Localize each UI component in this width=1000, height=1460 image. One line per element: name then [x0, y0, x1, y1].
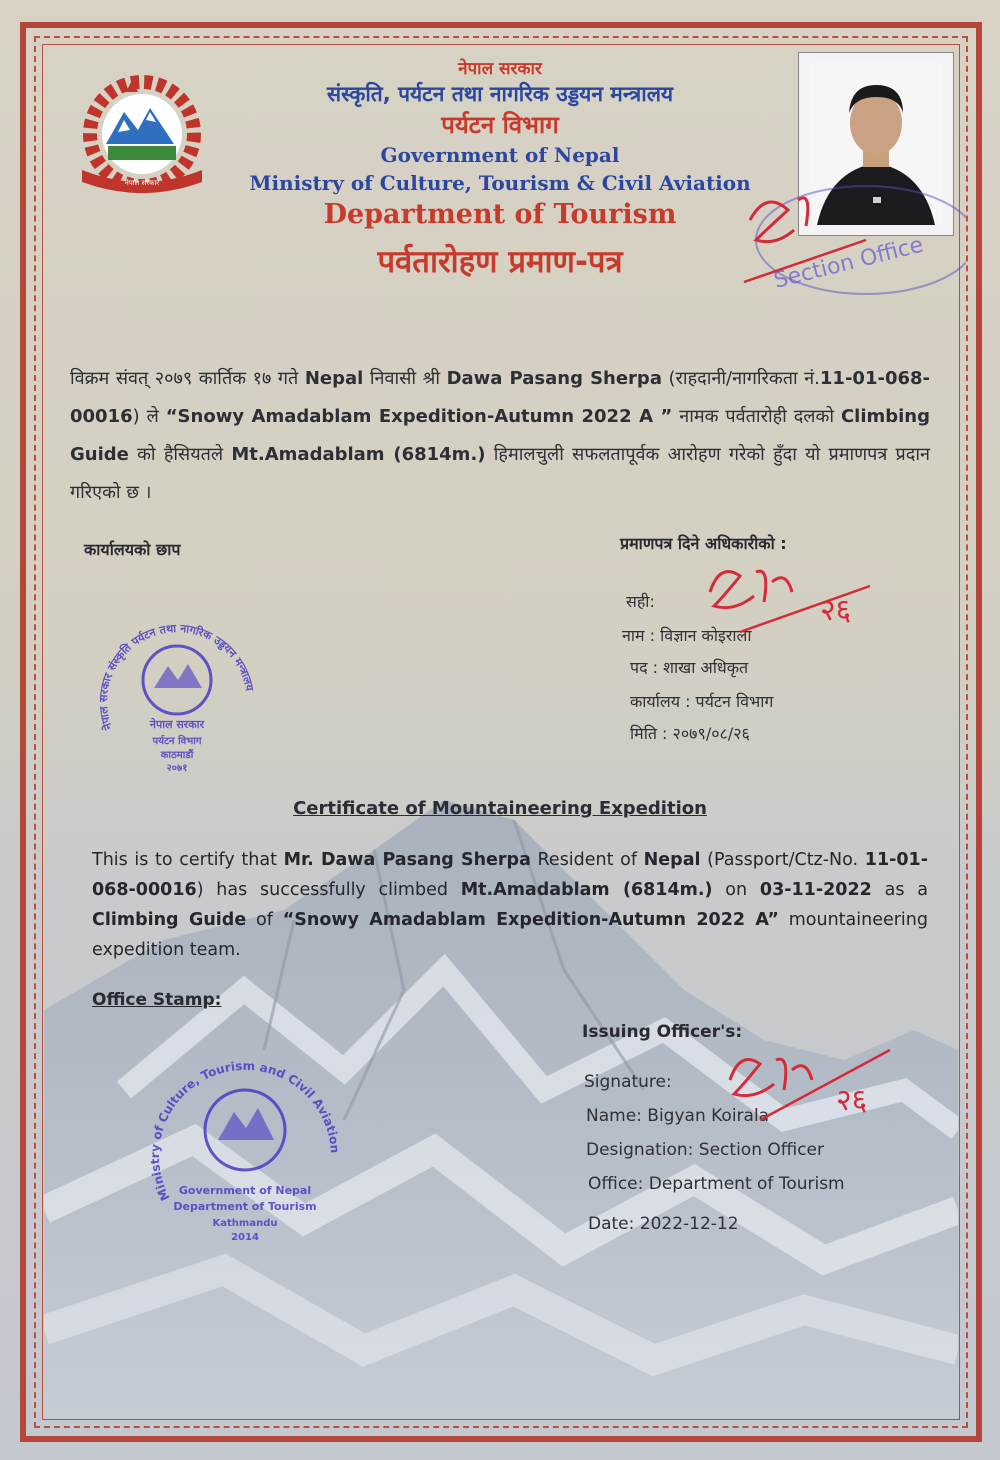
nepali-stamp-label: कार्यालयको छाप — [84, 540, 181, 559]
certificate-title-nepali: पर्वतारोहण प्रमाण-पत्र — [377, 244, 623, 280]
ministry-nepali: संस्कृति, पर्यटन तथा नागरिक उड्डयन मन्त्रालय — [326, 82, 674, 106]
nepali-office-stamp — [92, 608, 262, 778]
english-stamp-govt: Government of Nepal — [178, 1184, 312, 1197]
issuing-officer-name: Name: Bigyan Koirala — [586, 1106, 770, 1126]
en-text: on — [712, 880, 760, 900]
nepali-signature-date: २६ — [820, 593, 852, 628]
issuing-signature-label: Signature: — [584, 1072, 672, 1092]
ne-holder-name: Dawa Pasang Sherpa — [446, 368, 662, 389]
dept-nepali: पर्यटन विभाग — [441, 111, 559, 139]
en-text: mountaineering expedition team. — [92, 910, 928, 960]
nepali-certificate-text — [70, 360, 930, 512]
issuing-officer-designation: Designation: Section Officer — [586, 1140, 824, 1160]
issuing-officer-heading: Issuing Officer's: — [582, 1022, 743, 1042]
ne-text: को हैसियतले — [128, 444, 232, 465]
english-stamp-dept: Department of Tourism — [173, 1200, 317, 1213]
issuing-officer-office: Office: Department of Tourism — [588, 1174, 845, 1194]
ne-text: हिमालचुली सफलतापूर्वक आरोहण गरेको हुँदा यो प्रमाणपत्र प्रदान गरिएको छ । — [70, 444, 931, 503]
en-text: This is to certify that — [92, 850, 284, 870]
en-text: ) has successfully climbed — [196, 880, 461, 900]
english-office-stamp — [140, 1048, 350, 1258]
ne-id-number: 11-01-068-00016 — [70, 368, 930, 427]
ne-text: विक्रम संवत् २०७९ कार्तिक १७ गते — [70, 368, 305, 389]
ne-expedition: “Snowy Amadablam Expedition-Autumn 2022 A ” — [165, 406, 673, 427]
office-stamp-label: Office Stamp: — [92, 990, 222, 1010]
english-stamp-city: Kathmandu — [212, 1218, 278, 1229]
nepali-stamp-city: काठमाडौं — [160, 750, 194, 761]
english-signature — [720, 1040, 900, 1130]
nepali-stamp-ring: नेपाल सरकार संस्कृति पर्यटन तथा नागरिक उड्डयन मन्त्रालय — [96, 621, 257, 732]
nepali-stamp-year: २०७१ — [166, 763, 188, 774]
ne-role: Climbing Guide — [70, 406, 930, 465]
govt-nepali: नेपाल सरकार — [458, 59, 542, 79]
nepali-signature-label: सही: — [626, 592, 655, 611]
en-text: of — [246, 910, 283, 930]
issuing-date: Date: 2022-12-12 — [588, 1214, 739, 1234]
en-id-number: 11-01-068-00016 — [92, 850, 928, 900]
ne-text: ) ले — [132, 406, 166, 427]
english-stamp-year: 2014 — [231, 1232, 259, 1243]
photo-section-stamp — [736, 170, 966, 300]
nepali-signature — [700, 552, 880, 642]
ne-text: (राहदानी/नागरिकता नं. — [661, 368, 820, 389]
en-peak: Mt.Amadablam (6814m.) — [460, 880, 713, 900]
ministry-english: Ministry of Culture, Tourism & Civil Aviation — [249, 171, 751, 195]
en-text: as a — [871, 880, 928, 900]
en-role: Climbing Guide — [92, 910, 247, 930]
en-text: Resident of — [530, 850, 644, 870]
nepali-stamp-inner: नेपाल सरकार — [149, 718, 205, 731]
en-climb-date: 03-11-2022 — [759, 880, 872, 900]
en-text: (Passport/Ctz-No. — [700, 850, 865, 870]
en-expedition: “Snowy Amadablam Expedition-Autumn 2022 A” — [282, 910, 779, 930]
ne-text: निवासी श्री — [363, 368, 447, 389]
en-country: Nepal — [643, 850, 701, 870]
english-certificate-text — [92, 845, 928, 965]
ne-text: नामक पर्वतारोही दलको — [672, 406, 841, 427]
nepali-officer-office: कार्यालय : पर्यटन विभाग — [630, 692, 774, 711]
nepali-stamp-dept: पर्यटन विभाग — [152, 736, 202, 747]
nepali-officer-designation: पद : शाखा अधिकृत — [630, 658, 749, 677]
nepali-officer-name: नाम : विज्ञान कोइराला — [622, 626, 752, 645]
english-signature-date: २६ — [836, 1083, 868, 1118]
english-certificate-title: Certificate of Mountaineering Expedition — [293, 798, 707, 819]
nepali-officer-date: मिति : २०७९/०८/२६ — [630, 724, 750, 743]
photo-stamp-text: Section Office — [771, 232, 926, 294]
ne-peak: Mt.Amadablam (6814m.) — [231, 444, 486, 465]
english-stamp-ring: Ministry of Culture, Tourism and Civil Aviation — [147, 1058, 343, 1204]
en-holder-name: Mr. Dawa Pasang Sherpa — [283, 850, 531, 870]
emblem-motto: नेपाल सरकार — [124, 179, 160, 187]
ne-country: Nepal — [304, 368, 364, 389]
dept-english: Department of Tourism — [323, 199, 677, 230]
govt-english: Government of Nepal — [380, 143, 620, 167]
svg-text:नेपाल सरकार संस्कृति पर्यटन तथ — [97, 622, 256, 733]
nepali-officer-heading: प्रमाणपत्र दिने अधिकारीको : — [620, 534, 787, 553]
